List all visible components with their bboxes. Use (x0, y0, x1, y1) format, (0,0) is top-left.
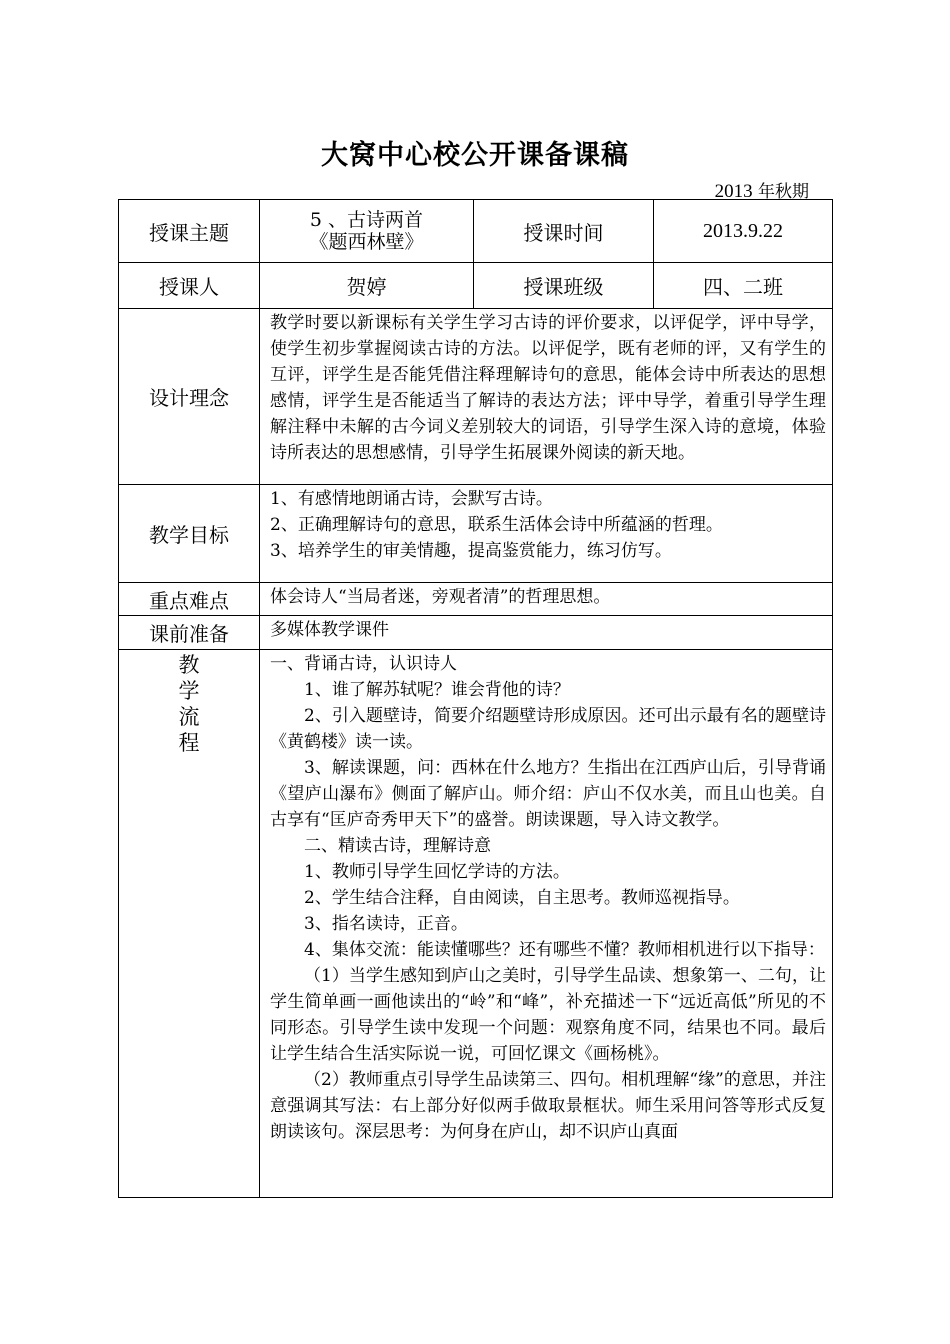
goal-item: 3、培养学生的审美情趣，提高鉴赏能力，练习仿写。 (270, 541, 672, 561)
row-topic (119, 200, 833, 263)
flow-paragraph: 二、精读古诗，理解诗意 (304, 836, 491, 856)
flow-paragraph: 3、解读课题，问：西林在什么地方？生指出在江西庐山后，引导背诵《望庐山瀑布》侧面了解庐山。师介绍：庐山不仅水美，而且山也美。自古享有“匡庐奇秀甲天下”的盛誉。朗读课题，导入诗文教学。 (270, 758, 826, 830)
flow-label-char: 学 (178, 679, 200, 703)
term-year: 2013 (714, 181, 753, 202)
row-goals (119, 485, 833, 583)
flow-paragraph: 4、集体交流：能读懂哪些？还有哪些不懂？教师相机进行以下指导： (304, 940, 825, 960)
row-teacher (119, 263, 833, 309)
flow-label (119, 650, 260, 1198)
prep-label: 课前准备 (119, 616, 260, 650)
design-text: 教学时要以新课标有关学生学习古诗的评价要求，以评促学，评中导学，使学生初步掌握阅读古诗的方法。以评促学，既有老师的评，又有学生的互评，评学生是否能凭借注释理解诗句的意思，能体会诗中所表达的思想感情，评学生是否能适当了解诗的表达方法；评中导学，着重引导学生理解注释中未解的古今词义差别较大的词语，引导学生深入诗的意境，体验诗所表达的思想感情，引导学生拓展课外阅读的新天地。 (260, 309, 833, 485)
prep-text: 多媒体教学课件 (260, 616, 833, 650)
row-key-points (119, 583, 833, 616)
flow-paragraph: 一、背诵古诗，认识诗人 (270, 654, 457, 674)
goals-label: 教学目标 (119, 485, 260, 583)
flow-label-char: 教 (178, 653, 200, 677)
flow-paragraph: 1、教师引导学生回忆学诗的方法。 (304, 862, 570, 882)
flow-label-char: 流 (178, 705, 200, 729)
design-label: 设计理念 (119, 309, 260, 485)
goals-list (260, 485, 833, 583)
key-points-text: 体会诗人“当局者迷，旁观者清”的哲理思想。 (260, 583, 833, 616)
row-design (119, 309, 833, 485)
time-label: 授课时间 (474, 200, 654, 263)
class-label: 授课班级 (474, 263, 654, 309)
class-value: 四、二班 (654, 263, 833, 309)
flow-paragraph: （2）教师重点引导学生品读第三、四句。相机理解“缘”的意思，并注意强调其写法：右上部分好似两手做取景框状。师生采用问答等形式反复朗读该句。深层思考：为何身在庐山，却不识庐山真面 (270, 1070, 826, 1142)
term-suffix: 年秋期 (758, 182, 809, 202)
topic-line2: 《题西林壁》 (309, 231, 424, 253)
topic-value (260, 200, 474, 263)
goal-item: 2、正确理解诗句的意思，联系生活体会诗中所蕴涵的哲理。 (270, 515, 723, 535)
teacher-value: 贺婷 (260, 263, 474, 309)
teacher-label: 授课人 (119, 263, 260, 309)
time-value: 2013.9.22 (654, 200, 833, 263)
lesson-plan-table (118, 199, 833, 1198)
flow-paragraph: （1）当学生感知到庐山之美时，引导学生品读、想象第一、二句，让学生简单画一画他读出的“岭”和“峰”，补充描述一下“远近高低”所见的不同形态。引导学生读中发现一个问题：观察角度不同，结果也不同。最后让学生结合生活实际说一说，可回忆课文《画杨桃》。 (270, 966, 826, 1064)
key-points-label: 重点难点 (119, 583, 260, 616)
topic-label: 授课主题 (119, 200, 260, 263)
topic-line1: 5 、古诗两首 (309, 209, 424, 231)
row-flow (119, 650, 833, 1198)
flow-paragraph: 2、学生结合注释，自由阅读，自主思考。教师巡视指导。 (304, 888, 740, 908)
flow-paragraph: 2、引入题壁诗，简要介绍题壁诗形成原因。还可出示最有名的题壁诗《黄鹤楼》读一读。 (270, 706, 826, 752)
flow-paragraph: 1、谁了解苏轼呢？谁会背他的诗？ (304, 680, 570, 700)
flow-content (260, 650, 833, 1198)
flow-label-char: 程 (178, 731, 200, 755)
row-prep (119, 616, 833, 650)
document-title: 大窝中心校公开课备课稿 (321, 140, 629, 171)
flow-paragraph: 3、指名读诗，正音。 (304, 914, 468, 934)
goal-item: 1、有感情地朗诵古诗，会默写古诗。 (270, 489, 553, 509)
